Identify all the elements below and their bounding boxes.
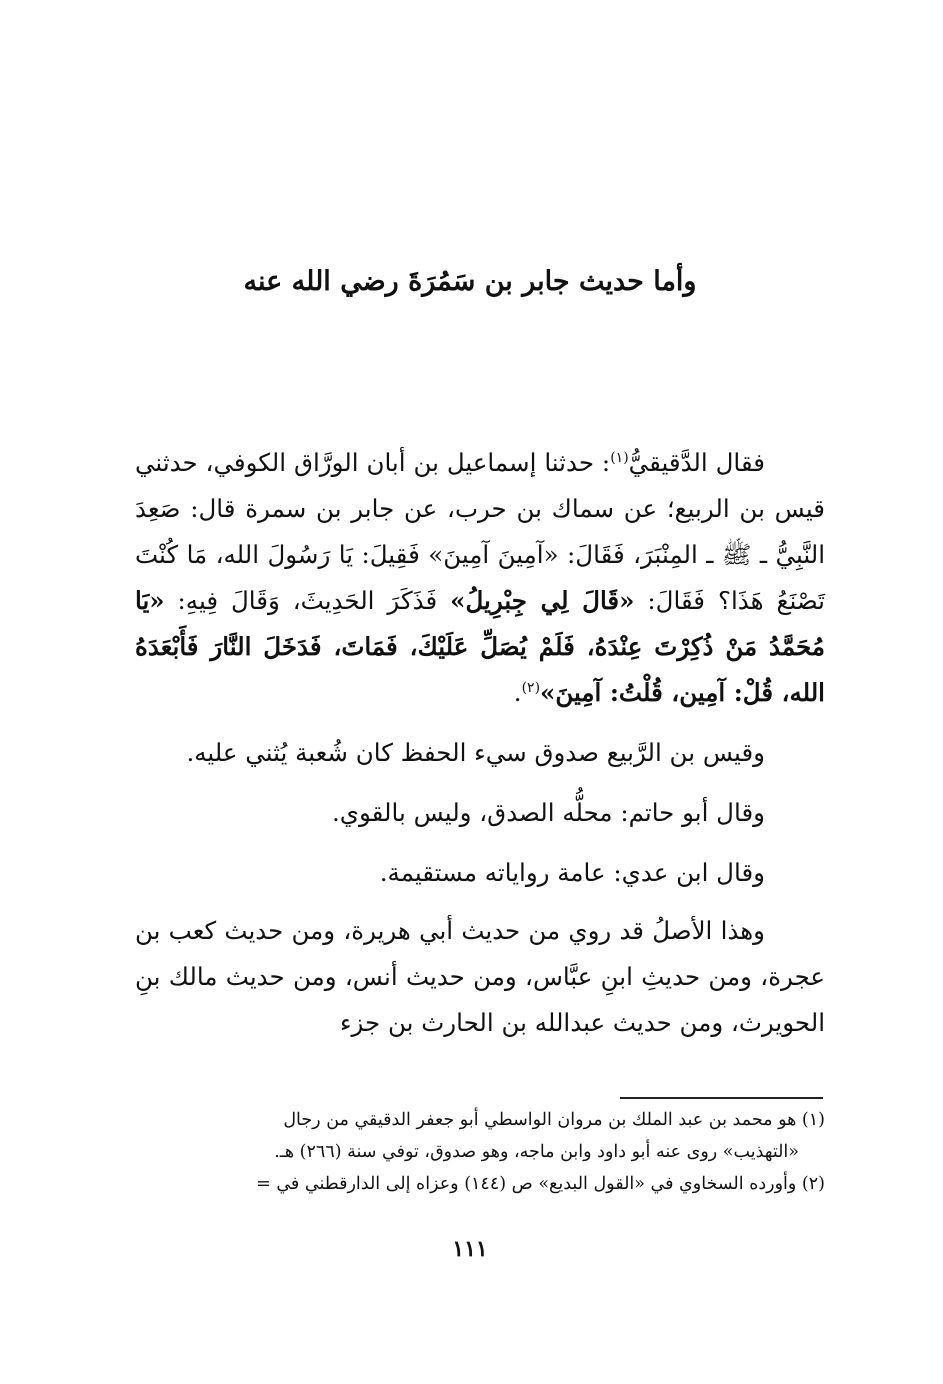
main-text [135, 440, 825, 1046]
footnote-divider [620, 1097, 823, 1099]
paragraph-end: . [513, 678, 522, 707]
paragraph-sources: وهذا الأصلُ قد روي من حديث أبي هريرة، ومن حديث كعب بن عجرة، ومن حديثِ ابنِ عبَّاس، ومن حديث أنس، ومن حديث مالك بنِ الحويرث، ومن حديث عبدالله بن الحارث بن جزء [135, 916, 825, 1037]
paragraph-qays: وقيس بن الرَّبيع صدوق سيء الحفظ كان شُعبة يُثني عليه. [186, 738, 765, 767]
footnote-2-line-1: (٢) وأورده السخاوي في «القول البديع» ص (١٤٤) وعزاه إلى الدارقطني في = [256, 1174, 825, 1194]
footnote-1-line-2: «التهذيب» روى عنه أبو داود وابن ماجه، وهو صدوق، توفي سنة (٢٦٦) هـ. [274, 1142, 799, 1162]
page-number: ١١١ [452, 1236, 488, 1262]
paragraph-hadith [135, 440, 825, 716]
quote-jibril: «قَالَ لِي جِبْرِيلُ» [450, 586, 635, 615]
paragraph-text-2: فَذَكَرَ الحَدِيثَ، وَقَالَ فِيهِ: [164, 586, 451, 615]
footnotes [135, 1104, 825, 1200]
paragraph-text: : حدثنا إسماعيل بن أبان الورَّاق الكوفي، حدثني قيس بن الربيع؛ عن سماك بن حرب، عن جابر بن سمرة قال: صَعِدَ النَّبِيُّ ـ ﷺ ـ المِنْبَرَ، فَقَالَ: «آمِينَ آمِينَ» فَقِيلَ: يَا رَسُولَ الله، مَا كُنْتَ تَصْنَعُ هَذَا؟ فَقَالَ: [135, 448, 826, 615]
footnote-1-line-1: (١) هو محمد بن عبد الملك بن مروان الواسطي أبو جعفر الدقيقي من رجال [283, 1110, 825, 1130]
footnote-ref-1[interactable]: (١) [610, 449, 629, 466]
paragraph-abu-hatim: وقال أبو حاتم: محلُّه الصدق، وليس بالقوي. [332, 798, 765, 827]
paragraph-intro: فقال الدَّقيقيُّ [628, 448, 765, 477]
section-title: وأما حديث جابر بن سَمُرَةَ رضي الله عنه [243, 266, 697, 297]
quote-hadith: «يَا مُحَمَّدُ مَنْ ذُكِرْتَ عِنْدَهُ، فَلَمْ يُصَلِّ عَلَيْكَ، فَمَاتَ، فَدَخَلَ النَّارَ فَأَبْعَدَهُ الله، قُلْ: آمِين، قُلْتُ: آمِينَ» [135, 586, 825, 707]
footnote-ref-2[interactable]: (٢) [521, 679, 541, 696]
paragraph-ibn-adi: وقال ابن عدي: عامة رواياته مستقيمة. [379, 858, 765, 887]
